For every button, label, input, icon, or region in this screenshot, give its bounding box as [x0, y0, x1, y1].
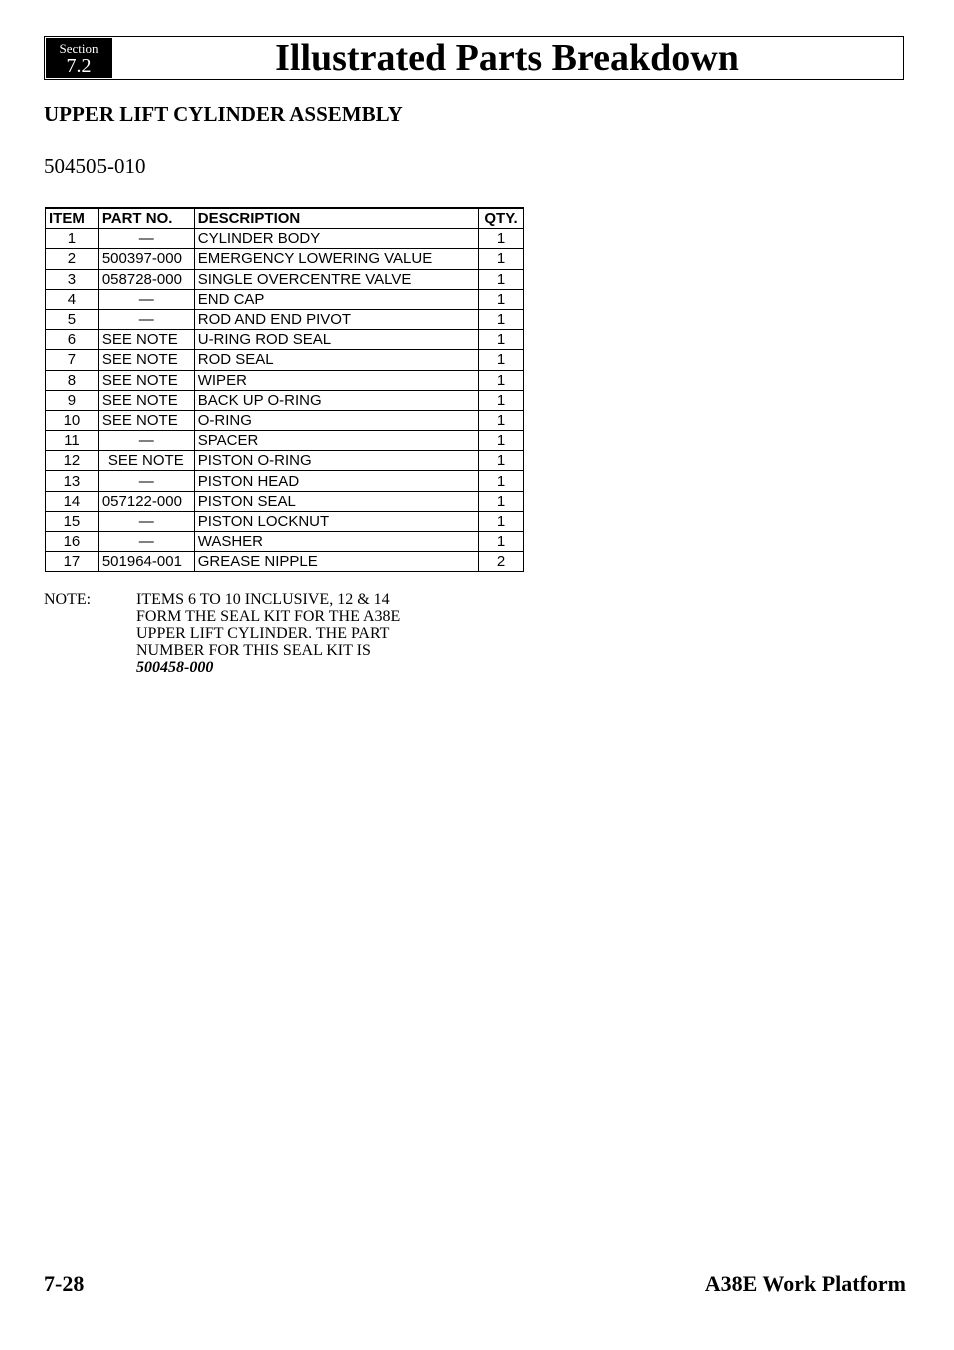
part-no-cell: SEE NOTE — [98, 370, 194, 390]
qty-cell: 1 — [479, 289, 524, 309]
qty-cell: 2 — [479, 552, 524, 572]
description-cell: U-RING ROD SEAL — [194, 330, 478, 350]
item-cell: 1 — [46, 229, 99, 249]
qty-cell: 1 — [479, 471, 524, 491]
part-no-cell: SEE NOTE — [98, 350, 194, 370]
item-cell: 12 — [46, 451, 99, 471]
description-cell: PISTON LOCKNUT — [194, 511, 478, 531]
item-cell: 3 — [46, 269, 99, 289]
description-cell: SINGLE OVERCENTRE VALVE — [194, 269, 478, 289]
part-no-cell: SEE NOTE — [98, 451, 194, 471]
table-row — [46, 511, 524, 531]
description-cell: O-RING — [194, 410, 478, 430]
part-no-cell: 058728-000 — [98, 269, 194, 289]
table-row — [46, 370, 524, 390]
table-row — [46, 451, 524, 471]
note-line: ITEMS 6 TO 10 INCLUSIVE, 12 & 14 — [136, 591, 390, 608]
description-cell: END CAP — [194, 289, 478, 309]
qty-cell: 1 — [479, 431, 524, 451]
part-no-cell: 057122-000 — [98, 491, 194, 511]
part-no-cell: SEE NOTE — [98, 410, 194, 430]
qty-cell: 1 — [479, 330, 524, 350]
part-no-cell: — — [98, 229, 194, 249]
table-row — [46, 269, 524, 289]
assembly-title: UPPER LIFT CYLINDER ASSEMBLY — [44, 102, 403, 126]
part-no-cell: — — [98, 532, 194, 552]
table-row — [46, 431, 524, 451]
item-cell: 11 — [46, 431, 99, 451]
qty-cell: 1 — [479, 370, 524, 390]
item-cell: 9 — [46, 390, 99, 410]
qty-cell: 1 — [479, 249, 524, 269]
part-no-cell: — — [98, 289, 194, 309]
description-cell: ROD SEAL — [194, 350, 478, 370]
item-cell: 15 — [46, 511, 99, 531]
description-cell: WASHER — [194, 532, 478, 552]
page-title: Illustrated Parts Breakdown — [275, 37, 739, 79]
description-cell: BACK UP O-RING — [194, 390, 478, 410]
note-line: UPPER LIFT CYLINDER. THE PART — [136, 625, 390, 642]
qty-cell: 1 — [479, 309, 524, 329]
table-row — [46, 471, 524, 491]
table-row — [46, 229, 524, 249]
item-cell: 17 — [46, 552, 99, 572]
item-cell: 8 — [46, 370, 99, 390]
section-header — [44, 36, 904, 80]
section-label: Section — [59, 41, 99, 56]
note-text — [136, 591, 400, 676]
item-cell: 2 — [46, 249, 99, 269]
section-number: 7.2 — [66, 55, 92, 77]
qty-cell: 1 — [479, 532, 524, 552]
part-no-cell: — — [98, 471, 194, 491]
table-row — [46, 249, 524, 269]
item-cell: 14 — [46, 491, 99, 511]
part-no-cell: — — [98, 511, 194, 531]
table-row — [46, 309, 524, 329]
description-cell: PISTON HEAD — [194, 471, 478, 491]
qty-cell: 1 — [479, 410, 524, 430]
section-badge — [46, 38, 112, 78]
description-cell: WIPER — [194, 370, 478, 390]
parts-table-body — [46, 229, 524, 572]
item-cell: 10 — [46, 410, 99, 430]
page-number: 7-28 — [44, 1271, 85, 1296]
item-cell: 7 — [46, 350, 99, 370]
qty-cell: 1 — [479, 229, 524, 249]
item-cell: 5 — [46, 309, 99, 329]
table-row — [46, 390, 524, 410]
table-row — [46, 289, 524, 309]
part-no-cell: — — [98, 431, 194, 451]
qty-cell: 1 — [479, 350, 524, 370]
column-header-description: DESCRIPTION — [194, 208, 478, 229]
parts-table-header-row — [46, 208, 524, 229]
description-cell: GREASE NIPPLE — [194, 552, 478, 572]
item-cell: 6 — [46, 330, 99, 350]
seal-kit-part-number: 500458-000 — [136, 659, 214, 676]
table-row — [46, 552, 524, 572]
part-no-cell: — — [98, 309, 194, 329]
parts-table — [45, 207, 524, 572]
description-cell: SPACER — [194, 431, 478, 451]
part-no-cell: SEE NOTE — [98, 390, 194, 410]
part-no-cell: 500397-000 — [98, 249, 194, 269]
item-cell: 16 — [46, 532, 99, 552]
table-row — [46, 410, 524, 430]
part-no-cell: 501964-001 — [98, 552, 194, 572]
description-cell: PISTON O-RING — [194, 451, 478, 471]
table-row — [46, 491, 524, 511]
part-no-cell: SEE NOTE — [98, 330, 194, 350]
description-cell: EMERGENCY LOWERING VALUE — [194, 249, 478, 269]
description-cell: ROD AND END PIVOT — [194, 309, 478, 329]
assembly-number: 504505-010 — [44, 154, 146, 178]
qty-cell: 1 — [479, 390, 524, 410]
table-row — [46, 330, 524, 350]
description-cell: CYLINDER BODY — [194, 229, 478, 249]
qty-cell: 1 — [479, 451, 524, 471]
table-row — [46, 350, 524, 370]
note-line: FORM THE SEAL KIT FOR THE A38E — [136, 608, 401, 625]
qty-cell: 1 — [479, 511, 524, 531]
column-header-item: ITEM — [46, 208, 99, 229]
description-cell: PISTON SEAL — [194, 491, 478, 511]
qty-cell: 1 — [479, 491, 524, 511]
column-header-part-no: PART NO. — [98, 208, 194, 229]
footer-product-name: A38E Work Platform — [704, 1271, 906, 1296]
note-line: NUMBER FOR THIS SEAL KIT IS — [136, 642, 371, 659]
item-cell: 4 — [46, 289, 99, 309]
qty-cell: 1 — [479, 269, 524, 289]
table-row — [46, 532, 524, 552]
column-header-qty: QTY. — [479, 208, 524, 229]
note-label: NOTE: — [44, 591, 92, 608]
item-cell: 13 — [46, 471, 99, 491]
